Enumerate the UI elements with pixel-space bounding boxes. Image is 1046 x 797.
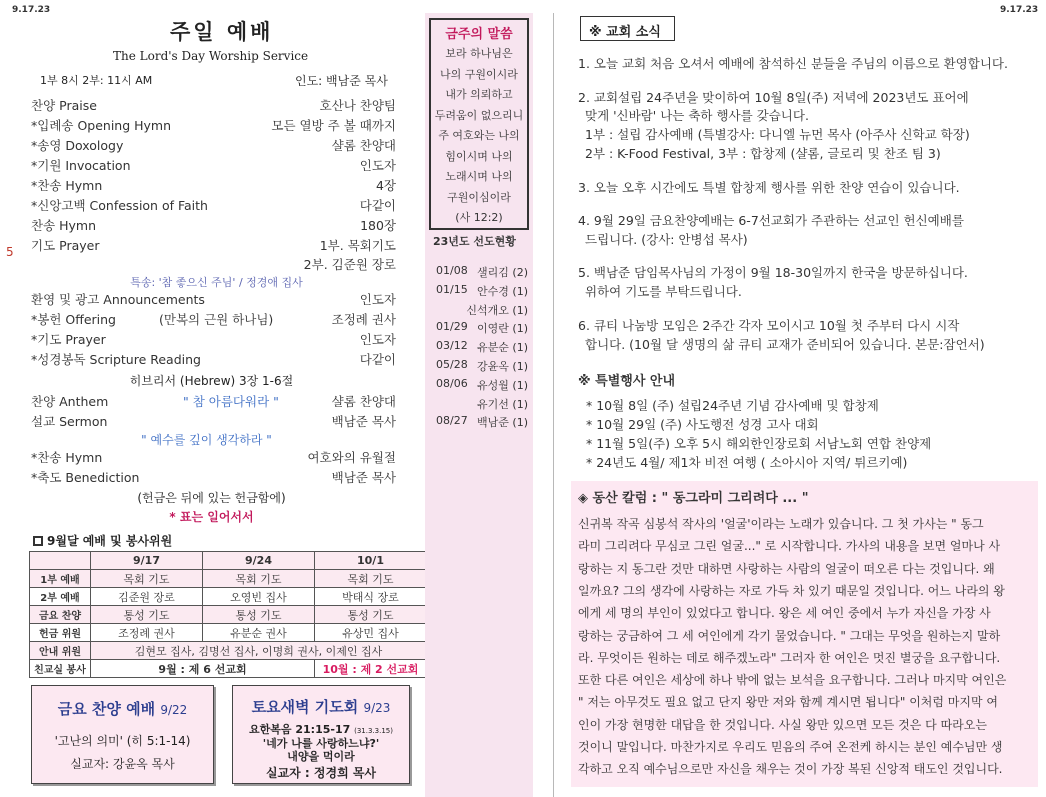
mission-item	[436, 283, 528, 299]
table-cell: 김현모 집사, 김명선 집사, 이명희 권사, 이제인 집사	[91, 642, 427, 660]
order-row	[31, 330, 396, 350]
role-cell: 친교실 봉사	[30, 660, 91, 678]
column-line: 각하고 오직 예수님으로만 자신을 채우는 것이 가장 복된 신앙적 태도인 것입니다.	[578, 762, 1003, 777]
news-line: 1부 : 설립 감사예배 (특별강사: 다니엘 뉴먼 목사 (아주사 신학교 학장)	[585, 127, 970, 142]
mission-item	[436, 414, 528, 430]
order-row	[31, 96, 396, 116]
date-col-1: 9/17	[91, 552, 203, 570]
order-row	[31, 176, 396, 196]
verse-line: (사 12:2)	[455, 211, 503, 224]
order-row	[31, 350, 396, 370]
table-cell: 박태식 장로	[315, 588, 427, 606]
fellowship-september: 9월 : 제 6 선교회	[91, 660, 315, 678]
anthem-label: 찬양 Anthem	[31, 394, 109, 409]
special-event-item: * 10월 29일 (주) 사도행전 성경 고사 대회	[586, 417, 819, 432]
verse-line: 내가 의뢰하고	[445, 88, 513, 101]
news-line: 위하여 기도를 부탁드립니다.	[585, 284, 742, 299]
table-row	[30, 660, 427, 678]
mission-date: 03/12	[436, 339, 468, 353]
table-cell: 통성 기도	[203, 606, 315, 624]
news-line: 합니다. (10월 달 생명의 삶 큐티 교재가 준비되어 있습니다. 본문:잠언서)	[585, 337, 985, 352]
table-cell: 김준원 장로	[91, 588, 203, 606]
column-line: 라미 그리려다 무심코 그린 얼굴..." 로 시작합니다. 가사의 내용을 보면 얼마나 사	[578, 539, 1001, 554]
saturday-ref-small: (31.3.3.15)	[354, 727, 393, 735]
order-row	[31, 216, 396, 236]
saturday-date: 9/23	[363, 701, 391, 715]
order-person: 인도자	[359, 332, 396, 347]
order-label: *축도 Benediction	[31, 470, 140, 485]
order-person: 인도자	[359, 158, 396, 173]
friday-preacher: 실교자: 강윤옥 목사	[70, 757, 175, 771]
order-row	[31, 196, 396, 216]
order-detail: (만복의 근원 하나님)	[159, 312, 274, 327]
table-row	[30, 570, 427, 588]
news-line: 2부 : K-Food Festival, 3부 : 합창제 (샬롬, 글로리 및 찬조 팀 3)	[585, 146, 941, 161]
order-label: *송영 Doxology	[31, 138, 124, 153]
order-row	[31, 310, 396, 330]
mission-name: 유기선 (1)	[477, 397, 528, 411]
order-row	[31, 468, 396, 488]
column-line: 것이니 말입니다. 마찬가지로 우리도 믿음의 주여 온전케 하시는 분인 예수님만 생	[578, 740, 1003, 754]
news-line: 4. 9월 29일 금요찬양예배는 6-7선교회가 주관하는 선교인 헌신예배를	[578, 213, 964, 228]
table-row	[30, 624, 427, 642]
news-line: 1. 오늘 교회 처음 오셔서 예배에 참석하신 분들을 주님의 이름으로 환영합니다.	[578, 56, 1008, 71]
order-row	[31, 116, 396, 136]
volunteers-heading	[33, 532, 172, 549]
prayer-2nd-service: 2부. 김준원 장로	[303, 257, 396, 272]
role-cell: 2부 예배	[30, 588, 91, 606]
order-person: 인도자	[359, 292, 396, 307]
column-line: 일까요? 그의 생각에 사랑하는 자로 가득 차 있기 때문일 것입니다. 어느 나라의 왕	[578, 583, 1005, 598]
mission-date: 08/06	[436, 376, 468, 390]
friday-sermon: '고난의 의미' (히 5:1-14)	[54, 734, 191, 748]
sermon-row	[31, 412, 396, 432]
order-label: 기도 Prayer	[31, 238, 100, 253]
saturday-title: 토요새벽 기도회	[251, 698, 359, 716]
mission-item	[436, 377, 528, 393]
verse-line: 힘이시며 나의	[445, 149, 513, 163]
verse-line: 두려움이 없으리니	[434, 108, 524, 122]
sermon-preacher: 백남준 목사	[331, 414, 396, 429]
mission-name: 이영란 (1)	[477, 322, 528, 336]
special-event-item: * 11월 5일(주) 오후 5시 해외한인장로회 서남노회 연합 찬양제	[586, 436, 932, 451]
prayer-2nd-row	[31, 255, 396, 275]
friday-title: 금요 찬양 예배	[57, 700, 156, 718]
order-label: 찬양 Praise	[31, 98, 97, 113]
table-cell: 오영빈 집사	[203, 588, 315, 606]
saturday-prayer-box	[232, 685, 410, 784]
mission-item	[436, 320, 528, 336]
friday-title-line	[32, 698, 213, 719]
saturday-ref: 요한복음 21:15-17	[249, 723, 351, 736]
table-row	[30, 606, 427, 624]
order-label: *입례송 Opening Hymn	[31, 118, 172, 133]
saturday-preacher: 실교자 : 정경희 목사	[265, 766, 377, 780]
verse-line: 노래시며 나의	[445, 170, 513, 183]
mission-date: 08/27	[436, 414, 468, 428]
mission-item	[436, 264, 528, 280]
volunteers-table	[29, 551, 427, 678]
order-label: 찬송 Hymn	[31, 218, 97, 233]
table-cell: 통성 기도	[91, 606, 203, 624]
order-row	[31, 290, 396, 310]
anthem-performer: 샬롬 찬양대	[331, 394, 396, 409]
mission-name: 유성월 (1)	[477, 378, 528, 392]
order-label: *기원 Invocation	[31, 158, 131, 173]
news-line: 6. 큐티 나눔방 모임은 2주간 각자 모이시고 10월 첫 주부터 다시 시작	[578, 318, 960, 333]
news-line: 5. 백남준 담임목사님의 가정이 9월 18-30일까지 한국을 방문하십니다.	[578, 265, 968, 280]
table-cell: 목회 기도	[315, 570, 427, 588]
page-number: 5	[6, 245, 14, 259]
weekly-verse-box	[429, 18, 529, 230]
news-line: 맞게 '신바람' 나는 축하 행사를 갖습니다.	[585, 108, 809, 123]
column-line: 에게 세 명의 부인이 있었다고 합니다. 왕은 세 여인 중에서 누가 자신을 가장 사	[578, 606, 991, 621]
saturday-question-2: 내양을 먹이라	[287, 750, 355, 763]
column-line: " 저는 아무것도 필요 없고 단지 왕만 저와 함께 계시면 됩니다" 이처럼 마지막 여	[578, 695, 998, 710]
news-line: 드립니다. (강사: 안병섭 목사)	[585, 232, 748, 247]
table-cell: 유상민 집사	[315, 624, 427, 642]
order-person: 다같이	[359, 352, 396, 367]
offering-note: (헌금은 뒤에 있는 헌금함에)	[137, 491, 286, 505]
order-label: *찬송 Hymn	[31, 178, 103, 193]
mission-item	[436, 302, 528, 318]
weekly-verse-heading: 금주의 말씀	[445, 27, 513, 42]
mission-name: 강윤옥 (1)	[477, 360, 528, 373]
mission-date: 01/08	[436, 264, 468, 277]
news-line: 2. 교회설립 24주년을 맞이하여 10월 8일(주) 저녁에 2023년도 표어에	[578, 90, 969, 105]
table-cell: 목회 기도	[203, 570, 315, 588]
role-cell: 안내 위원	[30, 642, 91, 660]
order-person: 호산나 찬양팀	[319, 98, 396, 113]
order-label: *봉헌 Offering	[31, 312, 116, 327]
table-cell: 유분순 권사	[203, 624, 315, 642]
order-person: 4장	[375, 178, 396, 193]
order-label: *기도 Prayer	[31, 332, 106, 347]
verse-line: 나의 구원이시라	[440, 67, 518, 81]
service-times: 1부 8시 2부: 11시 AM	[40, 74, 153, 87]
verse-line: 구원이심이라	[447, 190, 511, 204]
column-line: 라. 무엇이든 원하는 데로 해주겠노라" 그러자 한 여인은 멋진 별궁을 요구합니다.	[578, 650, 1001, 665]
table-row	[30, 642, 427, 660]
order-person: 샬롬 찬양대	[331, 138, 396, 153]
verse-line: 보라 하나님은	[445, 47, 513, 60]
role-cell: 1부 예배	[30, 570, 91, 588]
mission-item	[436, 396, 528, 412]
mission-date: 05/28	[436, 358, 468, 371]
news-heading: ※ 교회 소식	[589, 25, 661, 40]
mission-item	[436, 358, 528, 374]
special-event-item: * 10월 8일 (주) 설립24주년 기념 감사예배 및 합창제	[586, 398, 879, 413]
saturday-question: '네가 나를 사랑하느냐?'	[262, 737, 380, 750]
mission-name: 유분순 (1)	[477, 341, 528, 355]
mission-date: 01/15	[436, 282, 468, 296]
order-person: 다같이	[359, 198, 396, 213]
order-person: 여호와의 유월절	[307, 450, 396, 465]
column-line: 신귀복 작곡 심봉석 작사의 '얼굴'이라는 노래가 있습니다. 그 첫 가사는 " 동그	[578, 517, 984, 531]
volunteers-header-row	[30, 552, 427, 570]
date-left: 9.17.23	[12, 5, 51, 15]
mission-name: 백남준 (1)	[477, 416, 528, 430]
anthem-row	[31, 392, 396, 412]
mission-name: 샐리김 (2)	[477, 266, 528, 279]
special-event-item: * 24년도 4월/ 제1차 비전 여행 ( 소아시아 지역/ 튀르키예)	[586, 455, 908, 470]
scripture-reference: 히브리서 (Hebrew) 3장 1-6절	[129, 374, 294, 388]
order-person: 모든 열방 주 볼 때까지	[271, 118, 396, 133]
standing-note: * 표는 일어서서	[169, 510, 254, 524]
order-person: 백남준 목사	[331, 470, 396, 485]
role-cell: 헌금 위원	[30, 624, 91, 642]
news-line: 3. 오늘 오후 시간에도 특별 합창제 행사를 위한 찬양 연습이 있습니다.	[578, 180, 960, 195]
role-cell: 금요 찬양	[30, 606, 91, 624]
page-divider	[553, 13, 554, 797]
order-label: *성경봉독 Scripture Reading	[31, 352, 201, 367]
column-line: 랑하는 지 동그란 것만 대하면 사랑하는 사람의 얼굴이 떠오른 다는 것입니다. 왜	[578, 561, 995, 576]
special-song: 특송: '참 좋으신 주님' / 정경애 집사	[130, 276, 303, 289]
date-col-3: 10/1	[315, 552, 427, 570]
table-cell: 목회 기도	[91, 570, 203, 588]
verse-line: 주 여호와는 나의	[438, 129, 520, 142]
special-events-heading: ※ 특별행사 안내	[578, 374, 676, 389]
date-right: 9.17.23	[1000, 5, 1039, 15]
order-person: 1부. 목회기도	[319, 238, 396, 253]
order-label: *신앙고백 Confession of Faith	[31, 198, 208, 213]
date-col-2: 9/24	[203, 552, 315, 570]
order-row	[31, 236, 396, 256]
mission-name: 안수경 (1)	[477, 284, 528, 298]
mission-date: 01/29	[436, 320, 468, 334]
order-row	[31, 136, 396, 156]
order-row	[31, 448, 396, 468]
volunteers-heading-text: 9월달 예배 및 봉사위원	[47, 534, 173, 548]
sermon-title: " 예수를 깊이 생각하라 "	[141, 433, 272, 447]
anthem-title: " 참 아름다워라 "	[183, 394, 279, 409]
column-line: 인이 가장 현명한 대답을 한 것입니다. 사실 왕만 있으면 모든 것은 다 따라오는	[578, 717, 987, 732]
column-line: 랑하는 궁금하여 그 세 여인에게 각기 물었습니다. " 그대는 무엇을 원하는지 말하	[578, 628, 1001, 643]
order-person: 조정례 권사	[331, 312, 396, 327]
saturday-title-line	[233, 696, 409, 717]
order-label: 환영 및 광고 Announcements	[31, 292, 205, 307]
mission-heading: 23년도 선도현황	[433, 235, 516, 248]
friday-worship-box	[31, 685, 214, 784]
worship-subtitle: The Lord's Day Worship Service	[113, 49, 309, 63]
column-heading: ◈ 동산 칼럼 : " 동그라미 그리려다 ... "	[578, 491, 809, 506]
table-row	[30, 588, 427, 606]
column-line: 또한 다른 여인은 세상에 하나 밖에 없는 보석을 요구합니다. 그러나 마지막 여인은	[578, 673, 1007, 688]
square-bullet-icon	[33, 536, 43, 546]
news-heading-box	[580, 16, 675, 41]
table-cell: 조정례 권사	[91, 624, 203, 642]
mission-item	[436, 339, 528, 355]
worship-leader: 인도: 백남준 목사	[295, 74, 388, 88]
corner-cell	[30, 552, 91, 570]
order-row	[31, 156, 396, 176]
fellowship-october: 10월 : 제 2 선교회	[315, 660, 427, 678]
order-person: 180장	[360, 218, 396, 233]
mission-name: 신석개오 (1)	[466, 303, 528, 317]
worship-title: 주일 예배	[170, 20, 274, 44]
order-label: *찬송 Hymn	[31, 450, 103, 465]
table-cell: 통성 기도	[315, 606, 427, 624]
sermon-label: 설교 Sermon	[31, 414, 108, 429]
friday-date: 9/22	[160, 703, 188, 717]
